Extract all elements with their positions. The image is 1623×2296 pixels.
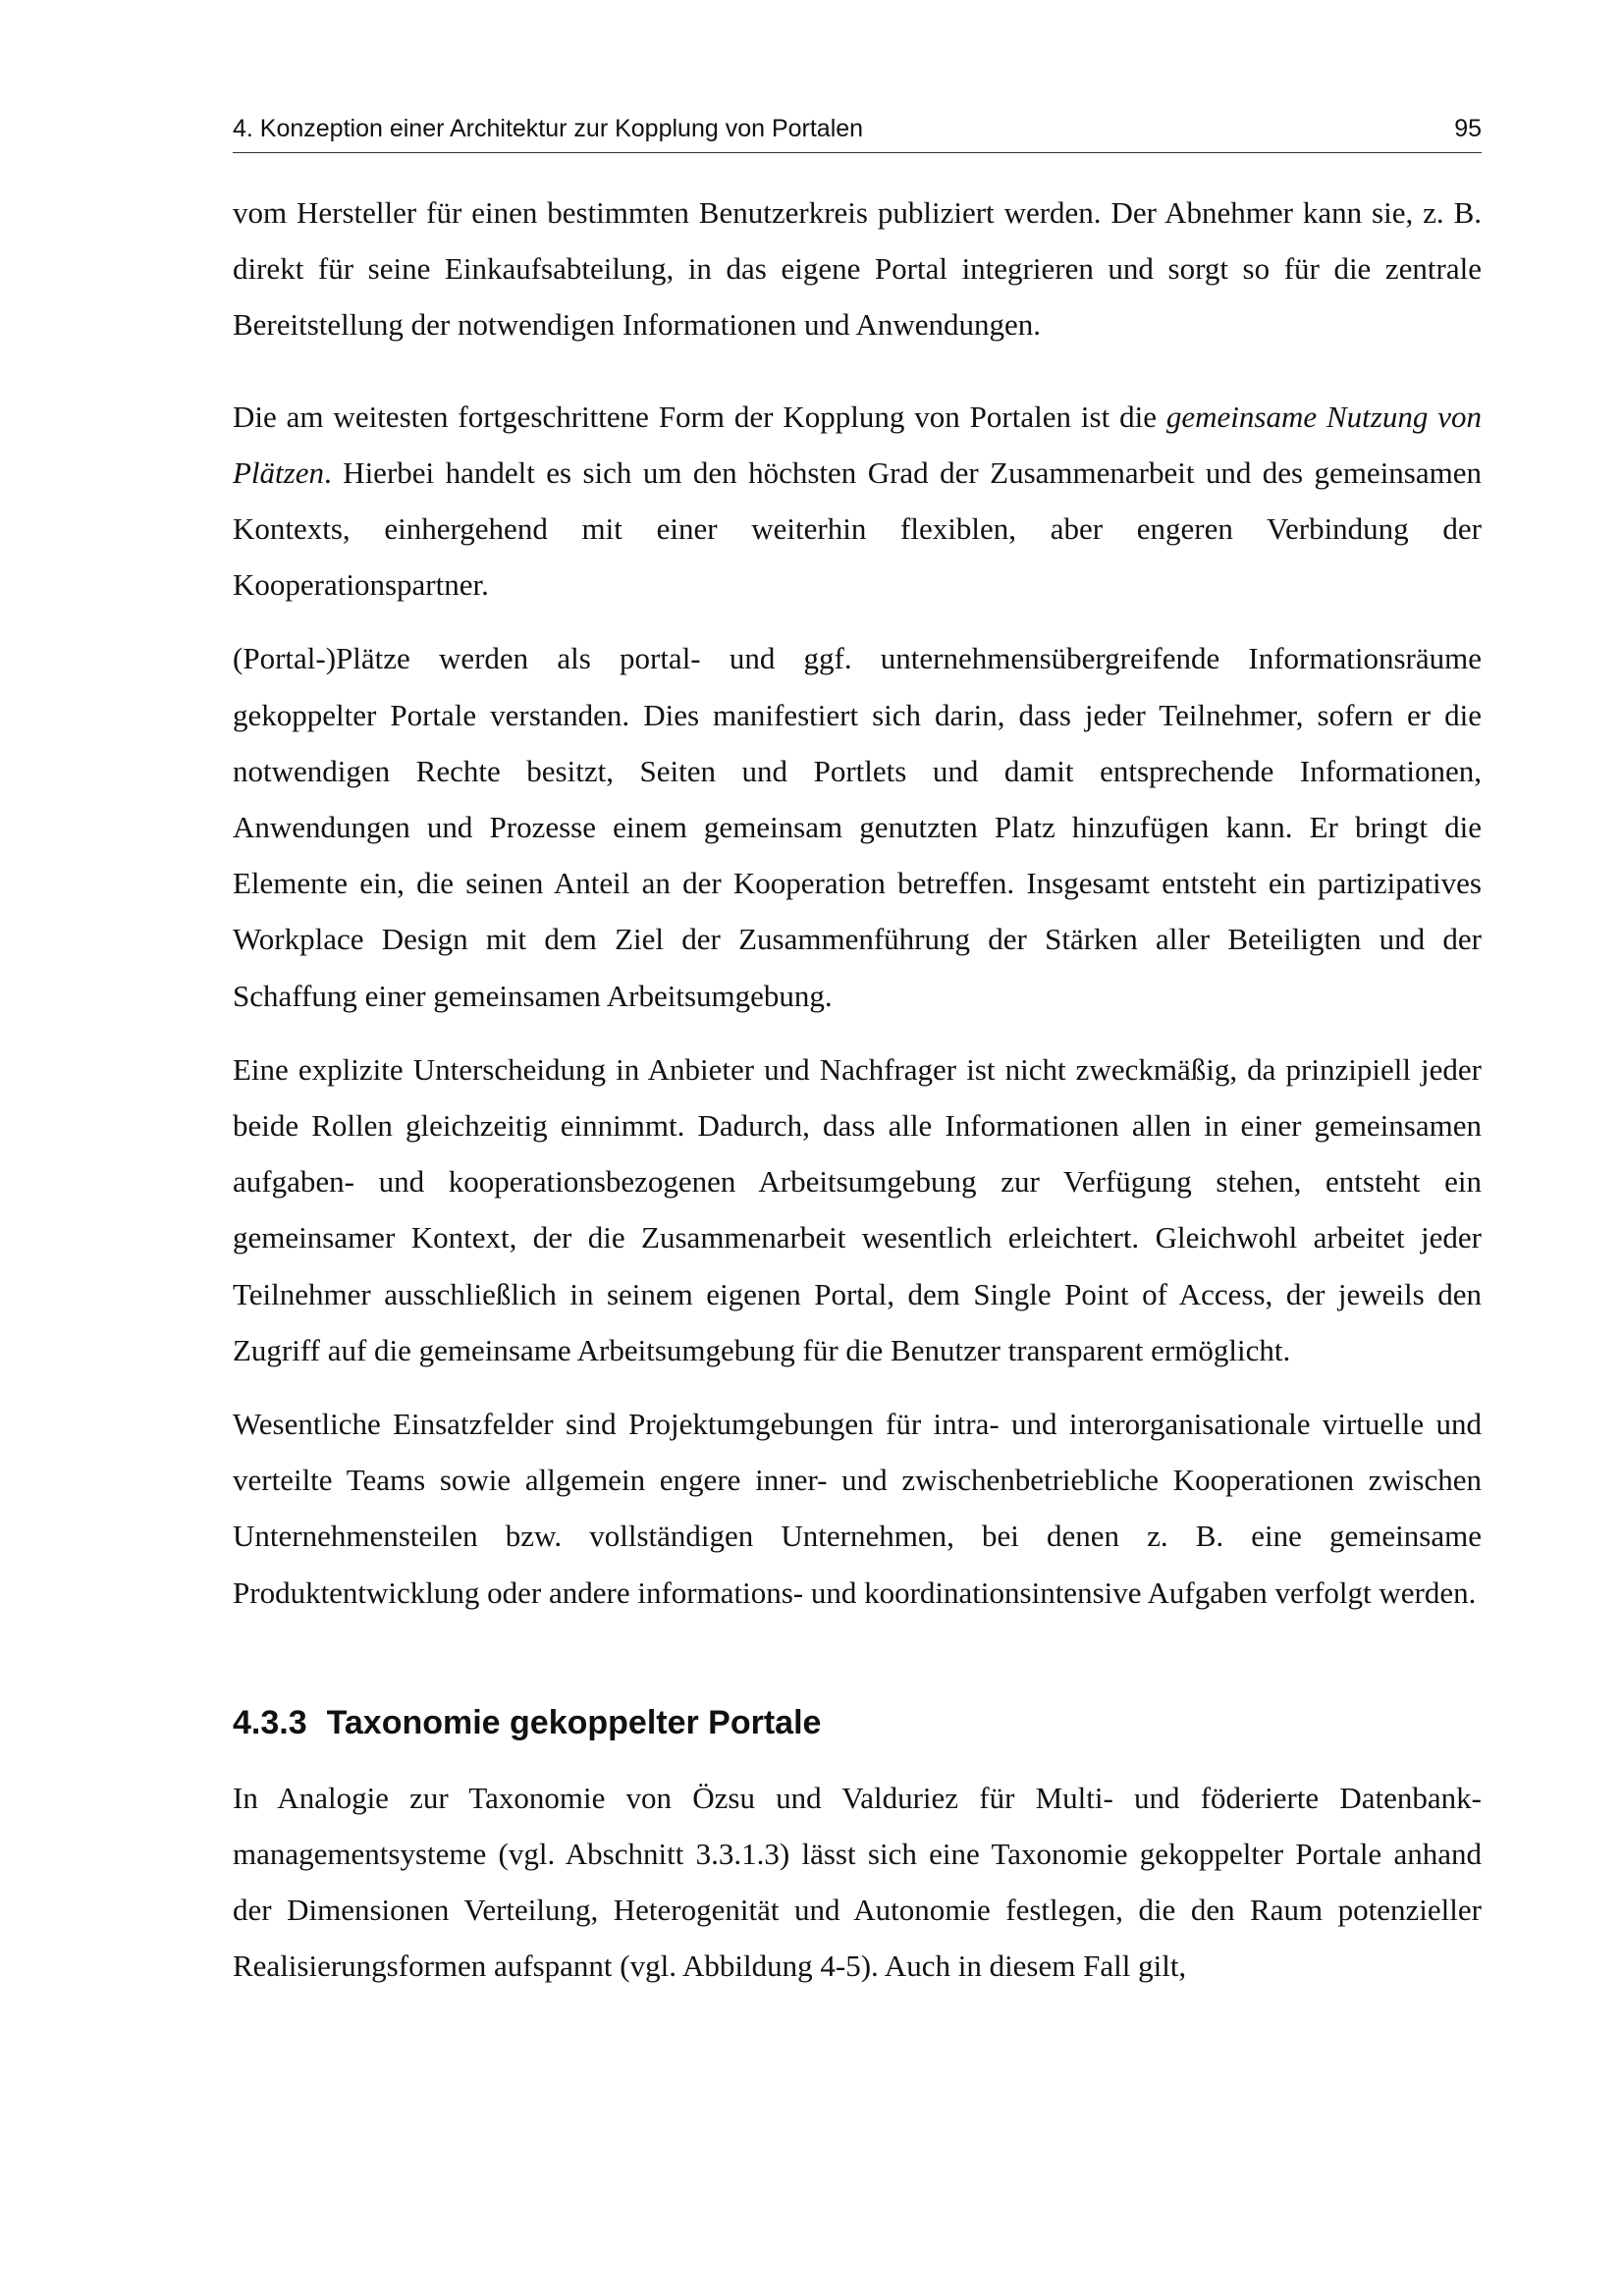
paragraph-2-emphasis: gemeinsame Nutzung von Plätzen	[233, 399, 1483, 490]
paragraph-5: Wesentliche Einsatzfelder sind Projektumgebungen für intra- und interorganisationale virtuelle und verteilte Teams sowie allgemein engere inner- und zwischenbetriebliche Kooperationen zwischen Unternehmensteilen bzw. vollständigen Unternehmen, bei denen z. B. eine gemeinsame Produktentwicklung oder andere informations- und koordinationsintensive Aufgaben verfolgt werden.	[233, 1407, 1482, 1610]
running-header	[233, 111, 1482, 153]
section-heading	[233, 1701, 1482, 1744]
section-title: Taxonomie gekoppelter Portale	[326, 1703, 822, 1741]
paragraph-4: Eine explizite Unterscheidung in Anbieter und Nachfrager ist nicht zweckmäßig, da prinzipiell jeder beide Rollen gleichzeitig einnimmt. Dadurch, dass alle Informationen allen in einer gemeinsamen aufgaben- und kooperationsbezogenen Arbeitsumgebung zur Verfügung stehen, entsteht ein gemeinsamer Kontext, der die Zusammenarbeit wesentlich erleichtert. Gleichwohl arbeitet jeder Teilnehmer ausschließlich in seinem eigenen Portal, dem Single Point of Access, der jeweils den Zugriff auf die gemeinsame Arbeitsumgebung für die Benutzer transparent ermöglicht.	[233, 1051, 1482, 1367]
paragraph-3: (Portal-)Plätze werden als portal- und ggf. unternehmensübergreifende Informationsräume gekoppelter Portale verstanden. Dies manifestiert sich darin, dass jeder Teilnehmer, sofern er die notwendigen Rechte besitzt, Seiten und Portlets und damit entsprechende Informationen, Anwendungen und Prozesse einem gemeinsam genutzten Platz hinzufügen kann. Er bringt die Elemente ein, die seinen Anteil an der Kooperation betreffen. Insgesamt entsteht ein partizipatives Workplace Design mit dem Ziel der Zusammenführung der Stärken aller Beteiligten und der Schaffung einer gemeinsamen Arbeitsumgebung.	[233, 641, 1482, 1013]
section-number: 4.3.3	[233, 1703, 307, 1741]
page-number: 95	[1454, 115, 1482, 142]
chapter-title: 4. Konzeption einer Architektur zur Kopplung von Portalen	[233, 115, 864, 142]
paragraph-2-text-b: . Hierbei handelt es sich um den höchsten Grad der Zusammenarbeit und des gemeinsamen Kontexts, einhergehend mit einer weiterhin flexiblen, aber engeren Verbindung der Kooperationspartner.	[233, 454, 1482, 603]
paragraph-2-text-a: Die am weitesten fortgeschrittene Form der Kopplung von Portalen ist die	[233, 399, 1166, 434]
body-text	[233, 185, 1482, 1995]
paragraph-2	[233, 389, 1482, 614]
paragraph-6: In Analogie zur Taxonomie von Özsu und Valduriez für Multi- und föderierte Datenbankmanagementsysteme (vgl. Abschnitt 3.3.1.3) lässt sich eine Taxonomie gekoppelter Portale anhand der Dimensionen Verteilung, Heterogenität und Autonomie festlegen, die den Raum potenzieller Realisierungsformen aufspannt (vgl. Abbildung 4-5). Auch in diesem Fall gilt,	[233, 1780, 1482, 1984]
paragraph-1: vom Hersteller für einen bestimmten Benutzerkreis publiziert werden. Der Abnehmer kann sie, z. B. direkt für seine Einkaufsabteilung, in das eigene Portal integrieren und sorgt so für die zentrale Bereitstellung der notwendigen Informationen und Anwendungen.	[233, 195, 1482, 343]
